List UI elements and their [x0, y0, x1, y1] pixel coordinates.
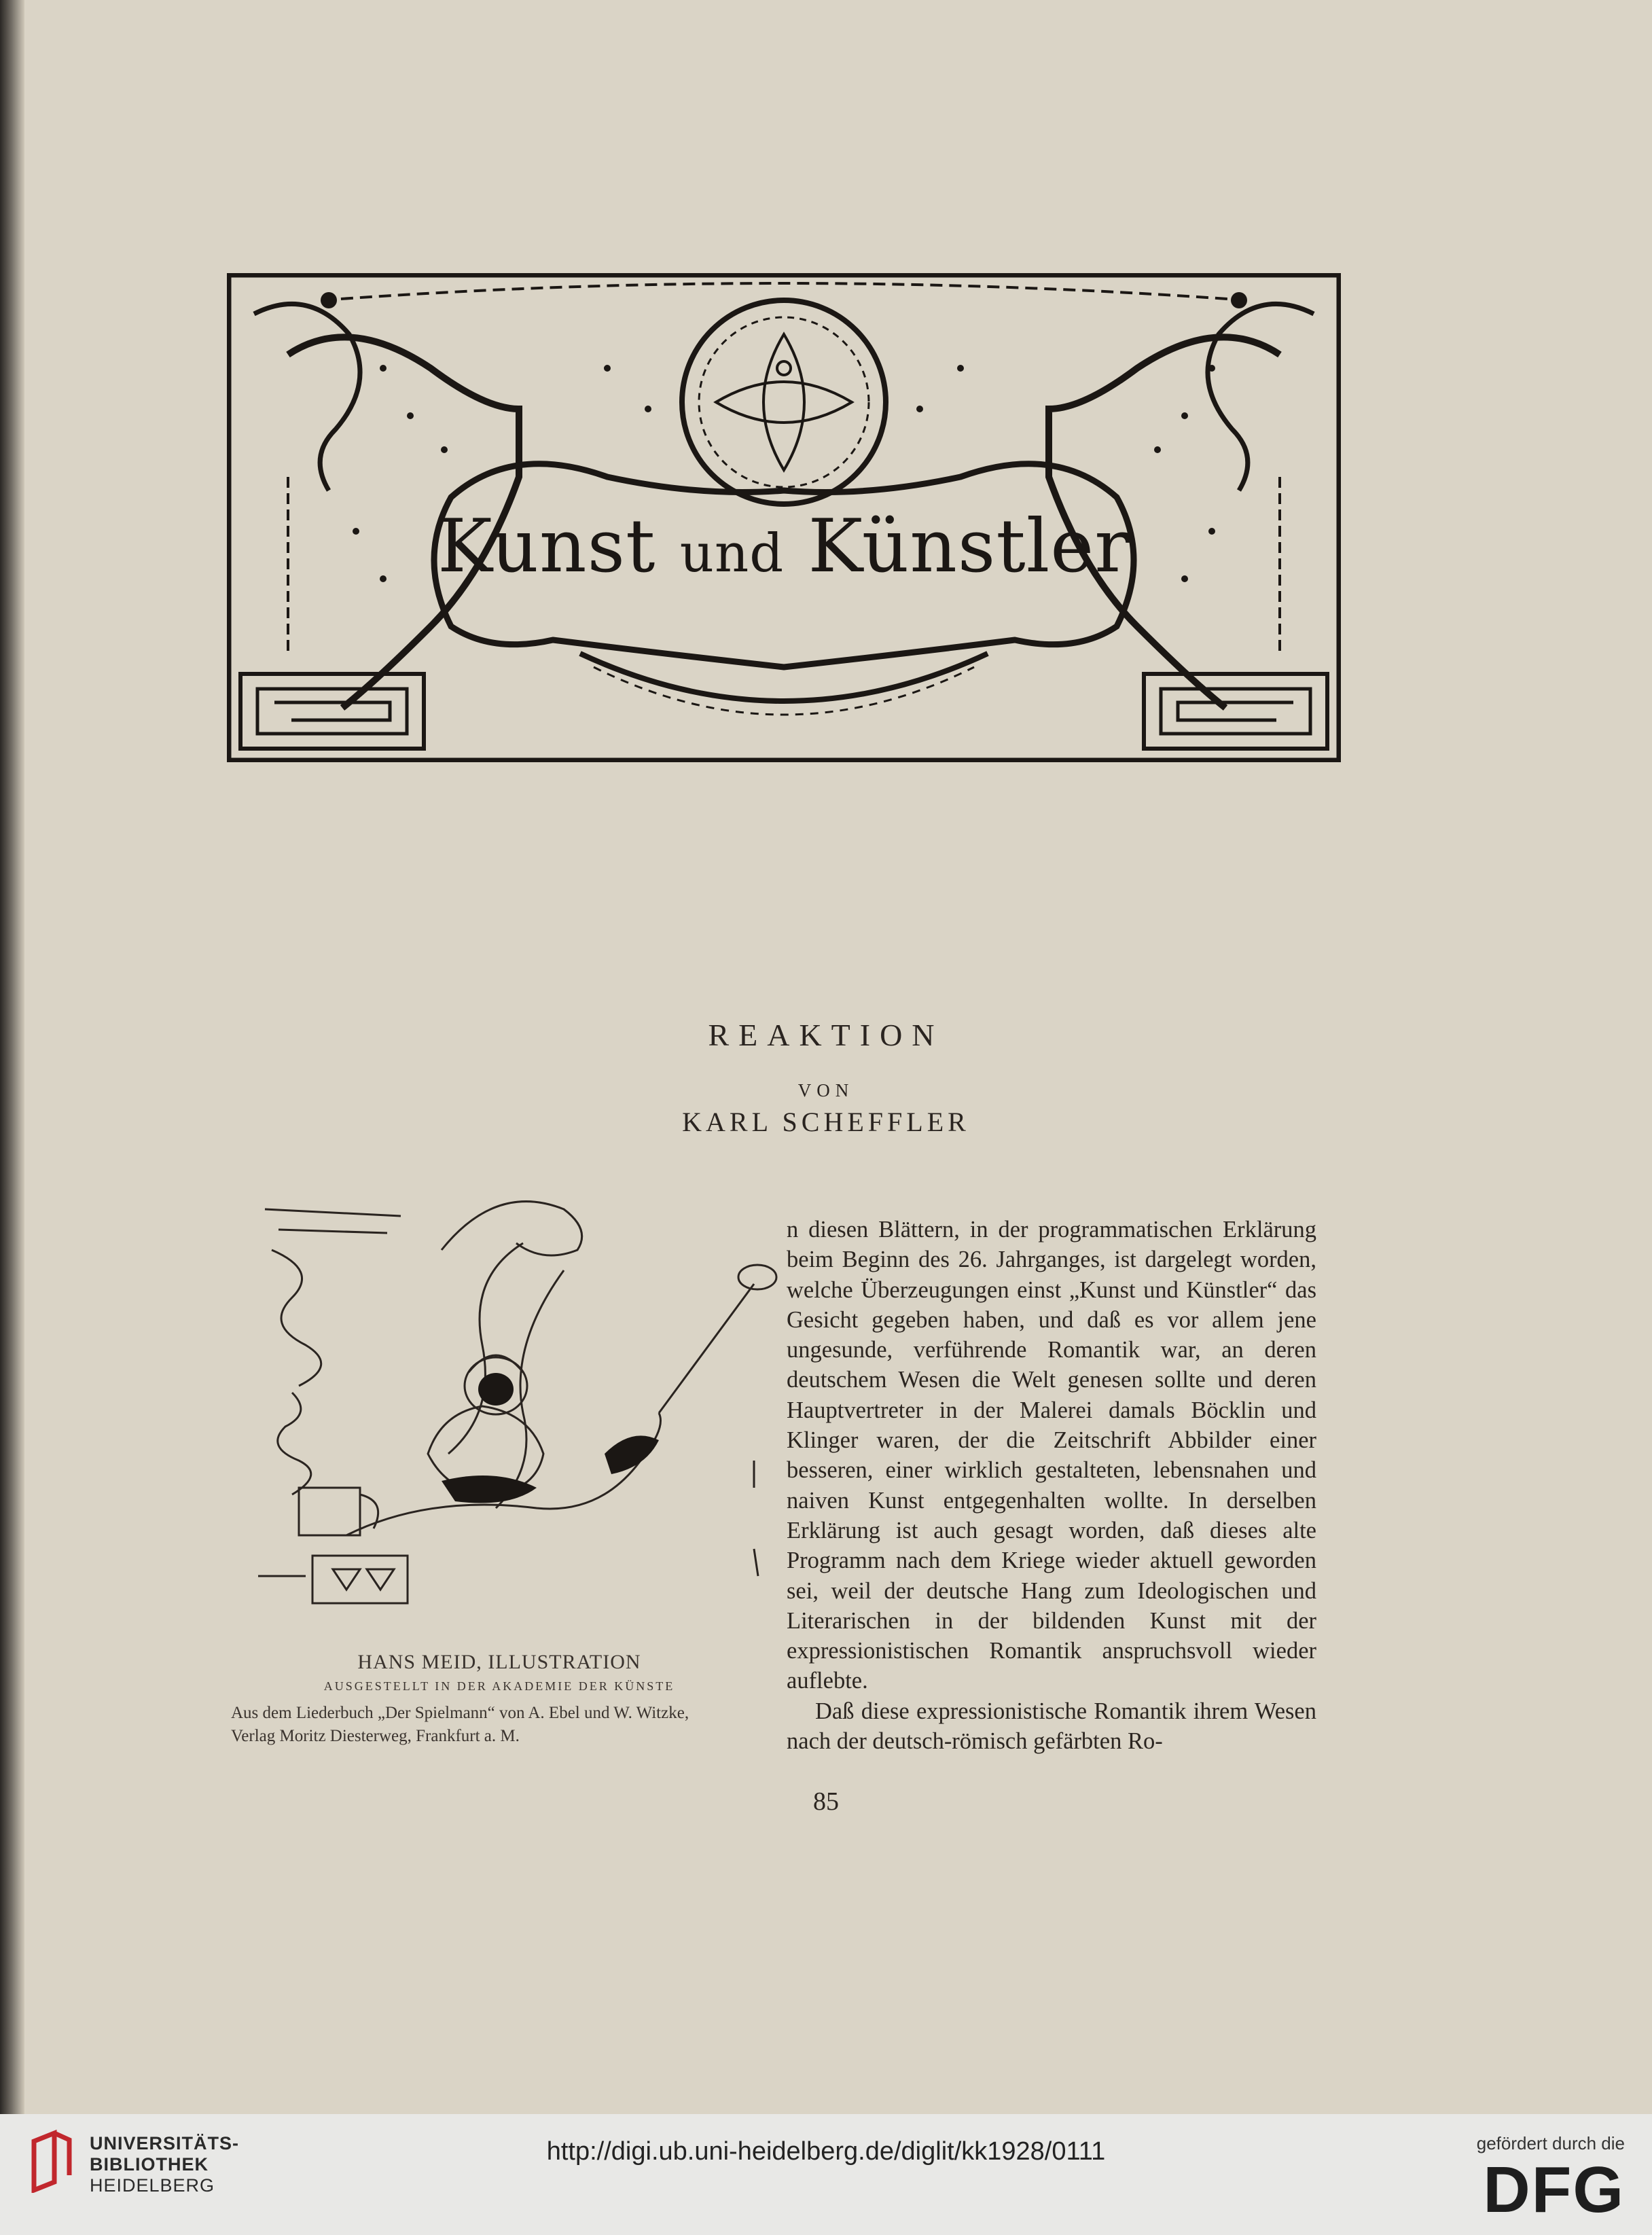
illustration-credit-line: Aus dem Liederbuch „Der Spielmann“ von A. Ebel und W. Witzke, — [231, 1704, 689, 1722]
digitization-footer — [0, 2114, 1652, 2235]
illustration-caption-subtitle: AUSGESTELLT IN DER AKADEMIE DER KÜNSTE — [323, 1679, 675, 1693]
funding-note: gefördert durch die — [1476, 2133, 1625, 2153]
byline-von: VON — [797, 1080, 855, 1101]
body-paragraph: Daß diese expressionistische Romantik ihrem Wesen nach der deutsch-römisch gefärbten Ro- — [787, 1698, 1316, 1755]
article-title: REAKTION — [708, 1018, 944, 1052]
masthead-word-und: und — [679, 523, 785, 584]
dfg-logo: DFG — [1483, 2153, 1625, 2226]
masthead-word-kunst: Kunst — [437, 504, 656, 589]
article-body — [787, 1215, 1316, 1756]
hans-meid-illustration — [224, 1168, 781, 1617]
permalink-url[interactable]: http://digi.ub.uni-heidelberg.de/diglit/kk1928/0111 — [546, 2137, 1106, 2166]
illustration-caption-title: HANS MEID, ILLUSTRATION — [357, 1651, 641, 1673]
masthead-ornament — [227, 273, 1341, 762]
illustration-credit — [231, 1702, 768, 1748]
body-paragraph: n diesen Blättern, in der programmatischen Erklärung beim Beginn des 26. Jahrganges, ist dargelegt worden, welche Überzeugungen einst „Kunst und Künstler“ das Gesicht gegeben haben, und daß es vor allem jene ungesunde, verführende Romantik war, an deren deutschem Wesen die Welt genesen sollte und deren Hauptvertreter in der Malerei damals Böcklin und Klinger waren, der die Zeitschrift Abbilder einer besseren, einer wirklich gestalteten, lebensnahen und naiven Kunst entgegenhalten wollte. In derselben Erklärung ist auch gesagt worden, daß dieses alte Programm nach dem Kriege wieder aktuell geworden sei, weil der deutsche Hang zum Ideologischen und Literarischen in der bildenden Kunst mit der expressionistischen Romantik anspruchsvoll wieder auflebte. — [787, 1217, 1316, 1694]
institution-line: UNIVERSITÄTS- — [90, 2133, 240, 2153]
page-number: 85 — [813, 1787, 839, 1816]
illustration-credit-line: Verlag Moritz Diesterweg, Frankfurt a. M. — [231, 1727, 520, 1745]
institution-line: HEIDELBERG — [90, 2175, 215, 2196]
masthead-title — [227, 504, 1341, 589]
masthead-word-kuenstler: Künstler — [808, 504, 1130, 589]
institution-line: BIBLIOTHEK — [90, 2154, 209, 2175]
article-author: KARL SCHEFFLER — [682, 1107, 970, 1137]
